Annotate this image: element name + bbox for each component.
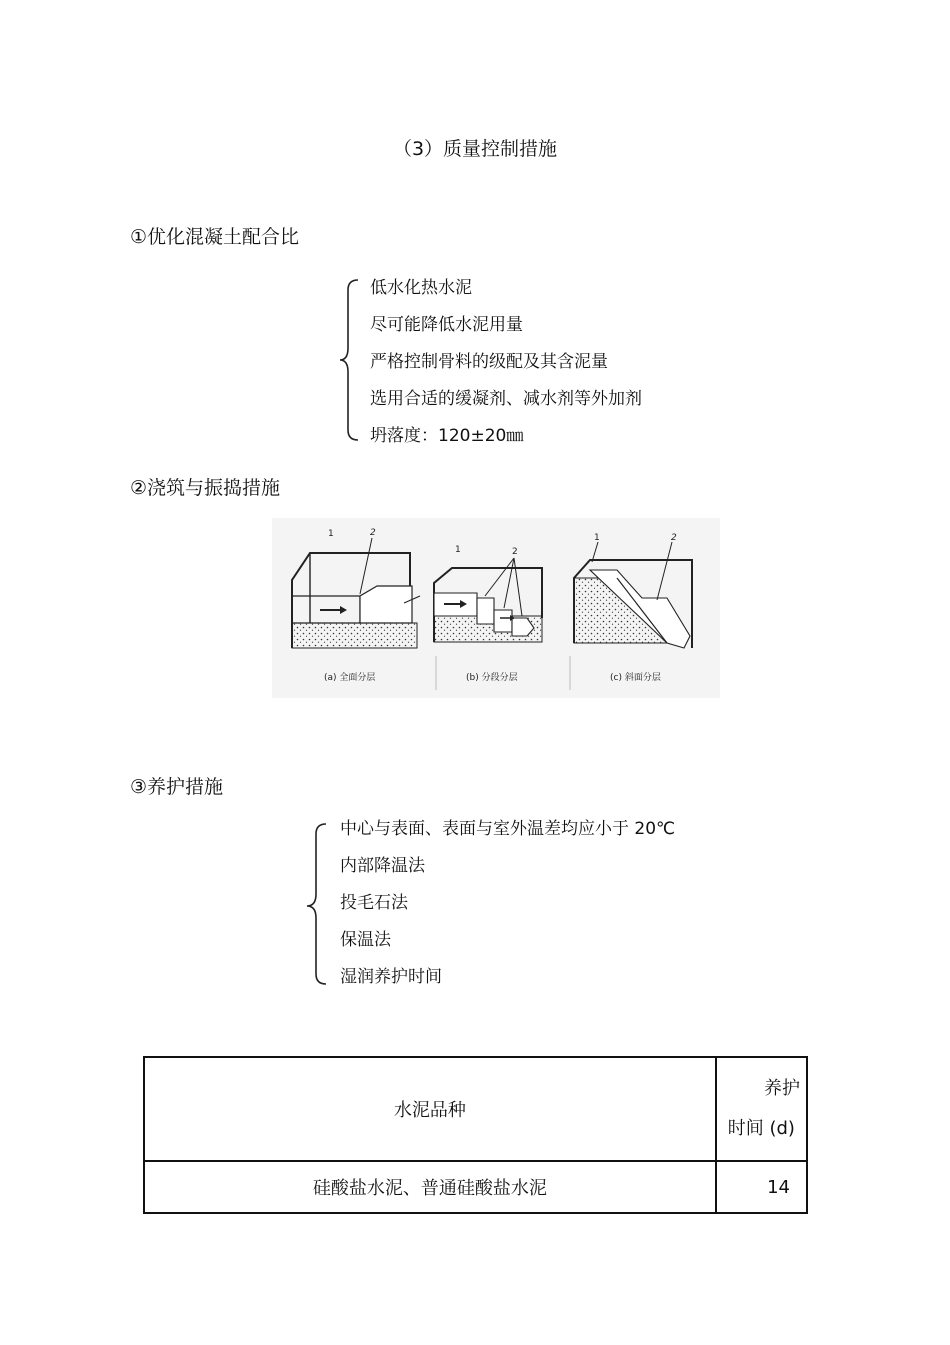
header-cement-type: 水泥品种 [144, 1057, 716, 1161]
list-item: 坍落度：120±20㎜ [370, 426, 524, 446]
brace-icon [302, 820, 332, 988]
panel-c-label-1: 1 [594, 533, 600, 543]
list-item: 保温法 [340, 930, 391, 950]
list-item: 严格控制骨料的级配及其含泥量 [370, 352, 608, 372]
curing-time-table [143, 1056, 808, 1214]
header-curing-time-line2: 时间 (d) [727, 1118, 795, 1139]
cement-type-cell: 硅酸盐水泥、普通硅酸盐水泥 [144, 1161, 716, 1213]
panel-b-label-1: 1 [455, 545, 461, 555]
pouring-layers-figure [272, 518, 720, 698]
list-item: 低水化热水泥 [370, 278, 472, 298]
table-row [144, 1161, 807, 1213]
panel-b-caption: (b) 分段分层 [466, 673, 518, 683]
mix-ratio-list [370, 270, 642, 455]
curing-days-cell: 14 [716, 1161, 807, 1213]
page-title: （3）质量控制措施 [392, 138, 558, 160]
list-item: 中心与表面、表面与室外温差均应小于 20℃ [340, 819, 676, 839]
list-item: 湿润养护时间 [340, 967, 442, 987]
panel-a-caption: (a) 全面分层 [324, 673, 376, 683]
panel-c-label-2: 2 [671, 533, 677, 543]
panel-c-caption: (c) 斜面分层 [610, 673, 661, 683]
header-curing-time-line1: 养护 [764, 1078, 800, 1099]
section-heading-curing: ③养护措施 [130, 776, 224, 798]
header-curing-time [716, 1057, 807, 1161]
section-heading-mix-ratio: ①优化混凝土配合比 [130, 226, 300, 248]
brace-icon [336, 276, 366, 444]
list-item: 内部降温法 [340, 856, 425, 876]
panel-a-label-2: 2 [370, 528, 376, 538]
panel-a-label-1: 1 [328, 529, 334, 539]
section-heading-pouring: ②浇筑与振捣措施 [130, 477, 281, 499]
table-header-row [144, 1057, 807, 1161]
panel-b-label-2: 2 [512, 547, 518, 557]
list-item: 选用合适的缓凝剂、减水剂等外加剂 [370, 389, 642, 409]
list-item: 尽可能降低水泥用量 [370, 315, 523, 335]
list-item: 投毛石法 [340, 893, 408, 913]
curing-list [340, 811, 675, 996]
